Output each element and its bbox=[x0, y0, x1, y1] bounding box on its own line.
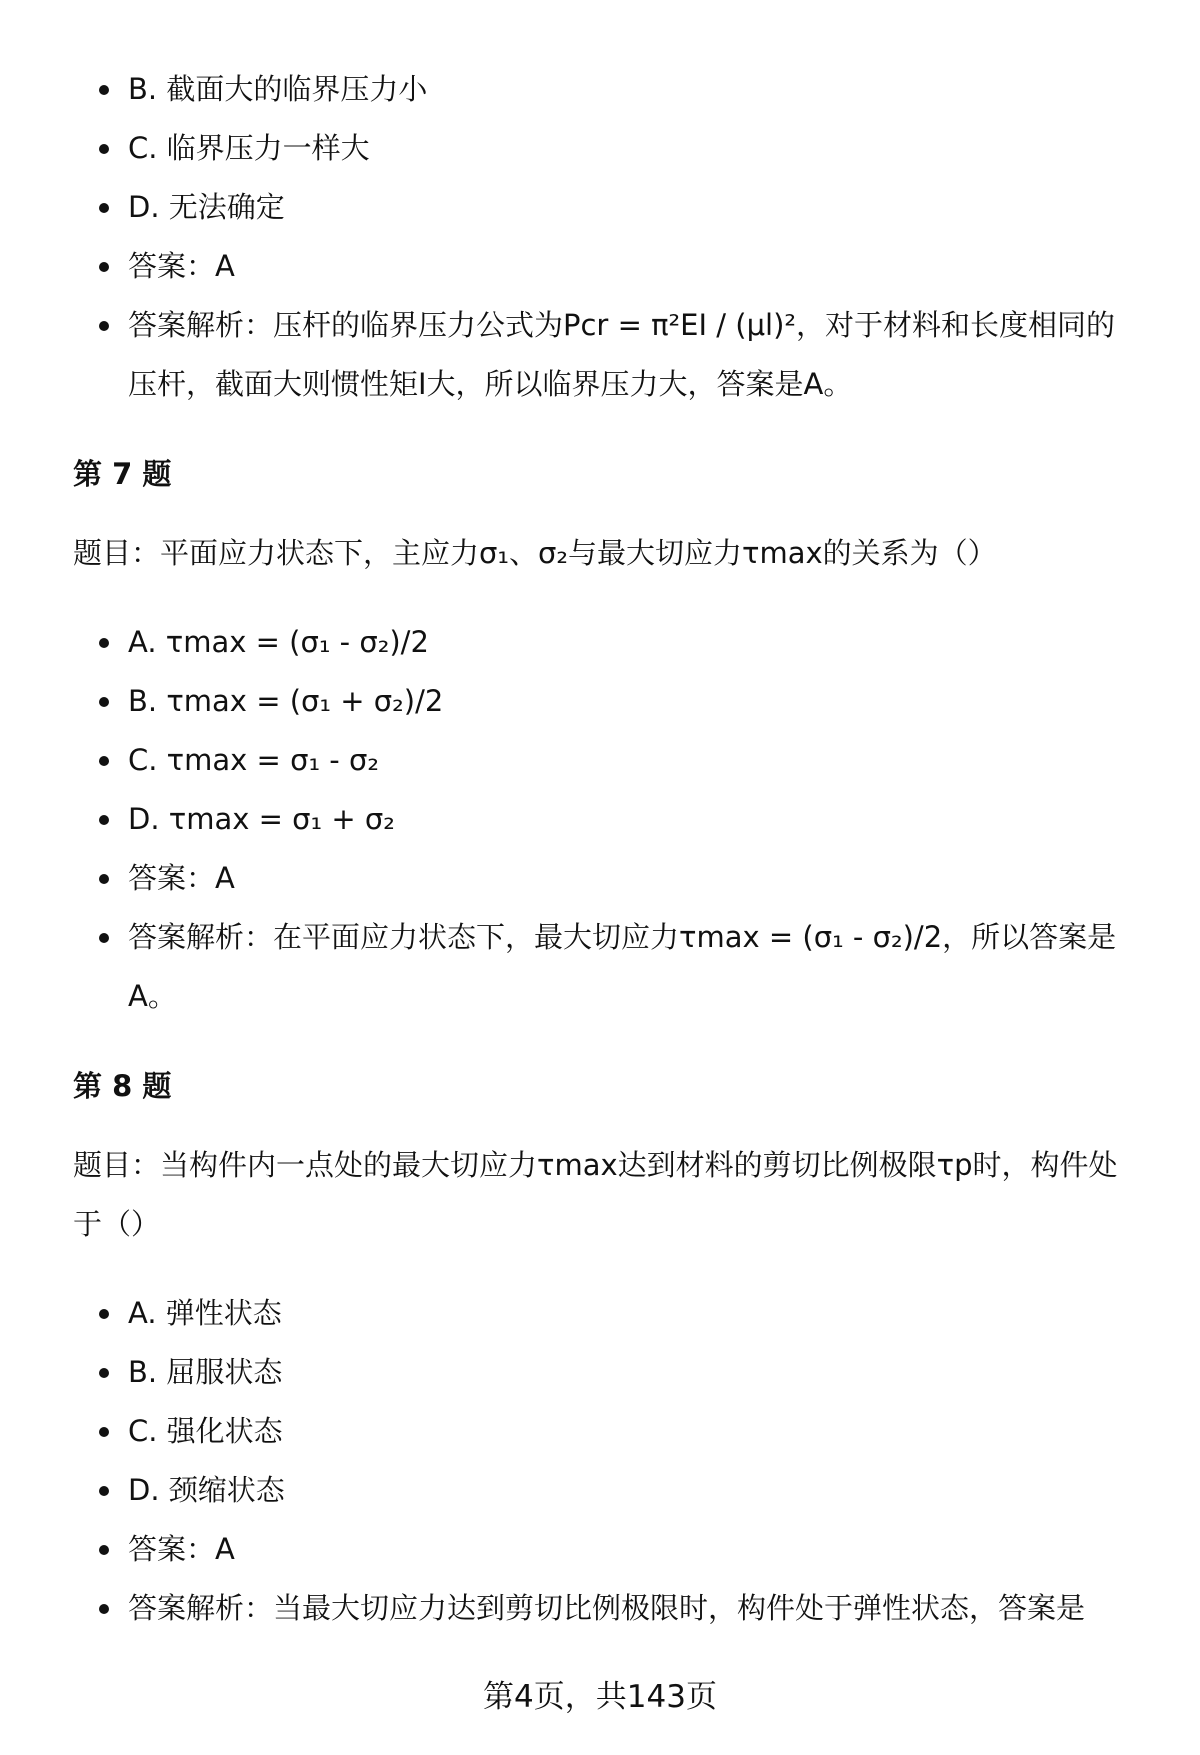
q6-answer: 答案：A bbox=[73, 237, 1133, 296]
q8-option-d: D. 颈缩状态 bbox=[73, 1461, 1133, 1520]
page-number-footer: 第4页，共143页 bbox=[483, 1679, 717, 1715]
q6-option-d: D. 无法确定 bbox=[73, 178, 1133, 237]
q6-option-list bbox=[73, 60, 1133, 414]
q8-option-list bbox=[73, 1284, 1133, 1638]
q7-option-c: C. τmax = σ₁ - σ₂ bbox=[73, 731, 1133, 790]
q7-answer: 答案：A bbox=[73, 849, 1133, 908]
q6-option-b: B. 截面大的临界压力小 bbox=[73, 60, 1133, 119]
q8-explanation: 答案解析：当最大切应力达到剪切比例极限时，构件处于弹性状态，答案是 bbox=[73, 1579, 1133, 1638]
q6-explanation: 答案解析：压杆的临界压力公式为Pcr = π²EI / (μl)²，对于材料和长度相同的压杆，截面大则惯性矩I大，所以临界压力大，答案是A。 bbox=[73, 296, 1133, 414]
document-content bbox=[73, 60, 1133, 1638]
q7-option-a: A. τmax = (σ₁ - σ₂)/2 bbox=[73, 613, 1133, 672]
q8-option-c: C. 强化状态 bbox=[73, 1402, 1133, 1461]
q8-question: 题目：当构件内一点处的最大切应力τmax达到材料的剪切比例极限τp时，构件处于（） bbox=[73, 1148, 1118, 1241]
q7-option-b: B. τmax = (σ₁ + σ₂)/2 bbox=[73, 672, 1133, 731]
q8-answer: 答案：A bbox=[73, 1520, 1133, 1579]
q7-explanation: 答案解析：在平面应力状态下，最大切应力τmax = (σ₁ - σ₂)/2，所以答案是A。 bbox=[73, 908, 1133, 1026]
q8-option-a: A. 弹性状态 bbox=[73, 1284, 1133, 1343]
q7-question: 题目：平面应力状态下，主应力σ₁、σ₂与最大切应力τmax的关系为（） bbox=[73, 536, 997, 570]
q8-heading: 第 8 题 bbox=[73, 1069, 172, 1103]
q7-heading: 第 7 题 bbox=[73, 457, 172, 491]
q6-option-c: C. 临界压力一样大 bbox=[73, 119, 1133, 178]
q7-option-d: D. τmax = σ₁ + σ₂ bbox=[73, 790, 1133, 849]
q8-option-b: B. 屈服状态 bbox=[73, 1343, 1133, 1402]
q7-option-list bbox=[73, 613, 1133, 1026]
